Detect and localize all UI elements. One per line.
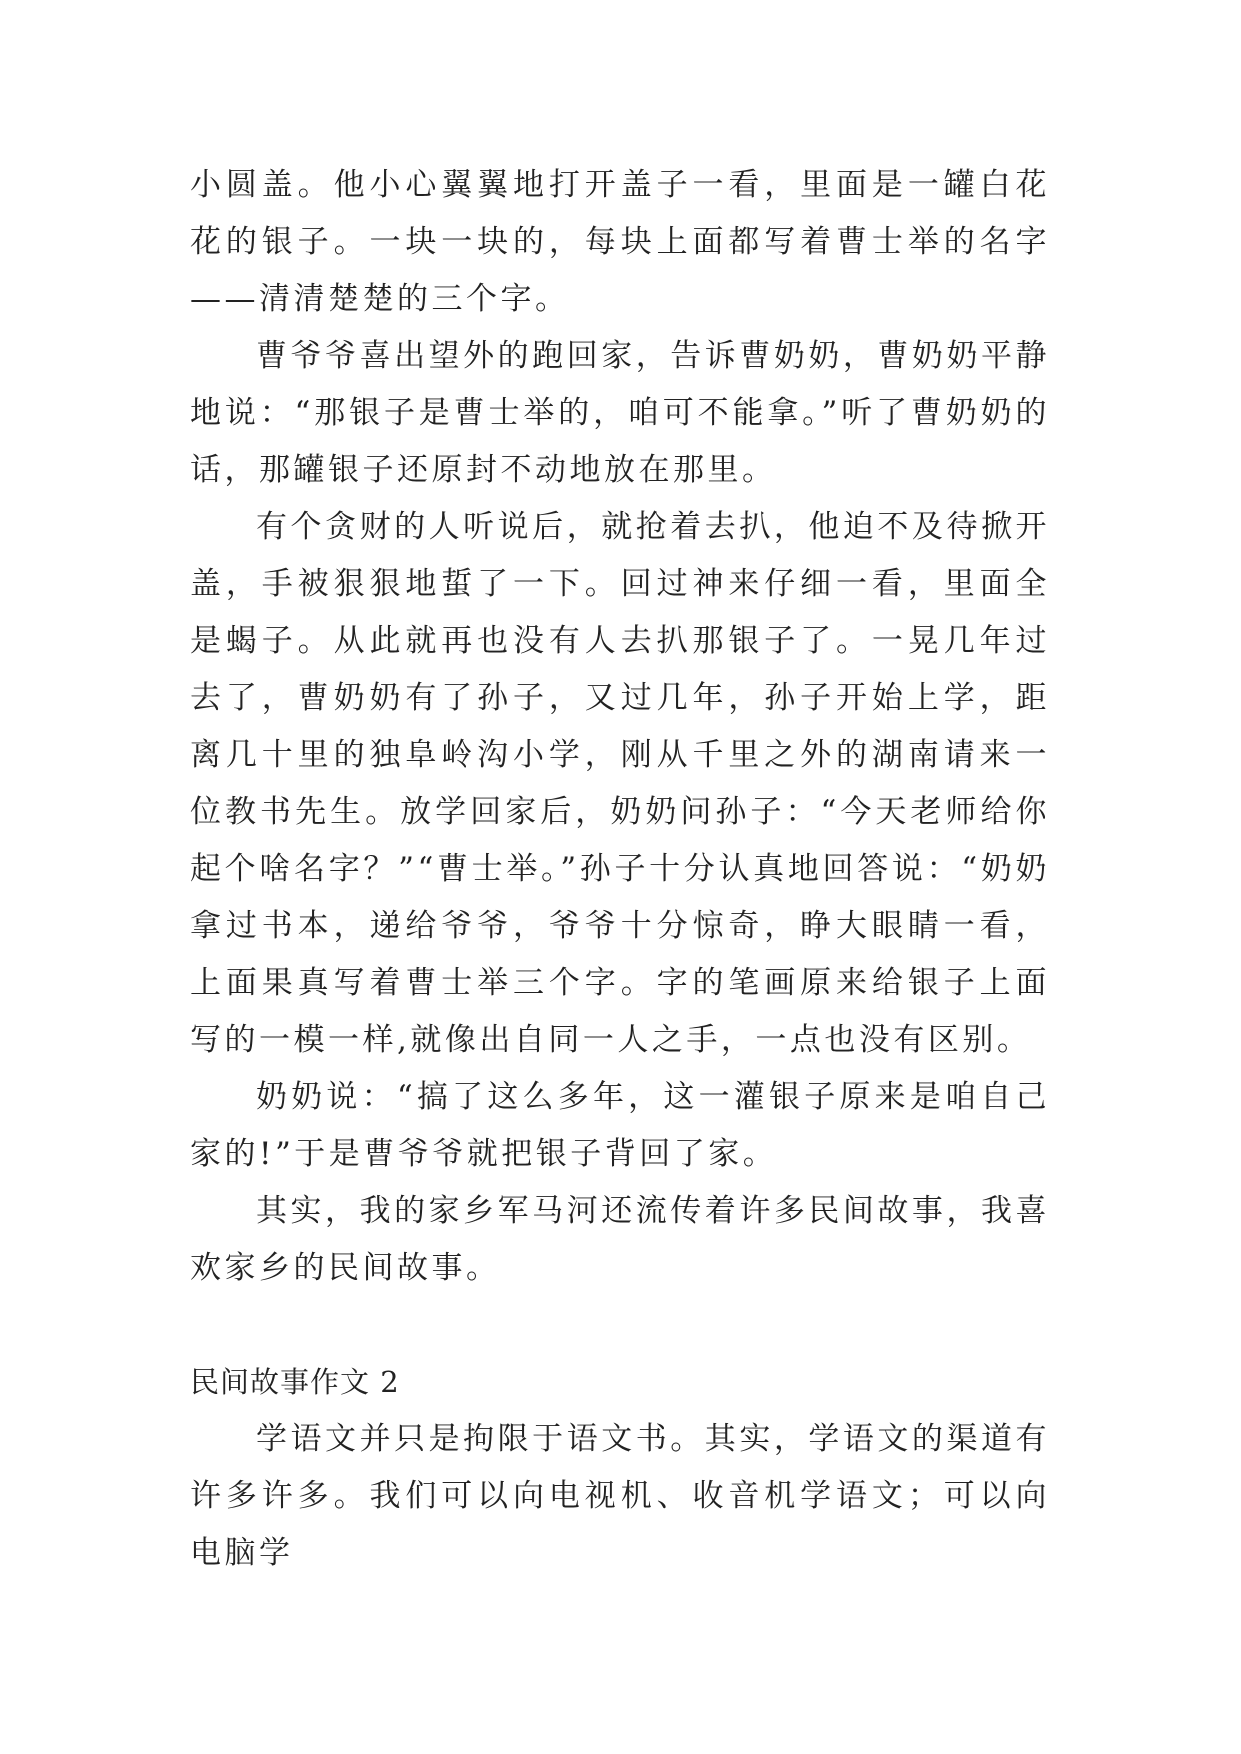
document-body: [190, 157, 1050, 1582]
section-paragraph-1: 学语文并只是拘限于语文书。其实，学语文的渠道有许多许多。我们可以向电视机、收音机学语文；可以向电脑学: [190, 1421, 1050, 1571]
paragraph-3: 有个贪财的人听说后，就抢着去扒，他迫不及待掀开盖，手被狠狠地蜇了一下。回过神来仔细一看，里面全是蝎子。从此就再也没有人去扒那银子了。一晃几年过去了，曹奶奶有了孙子，又过几年，孙子开始上学，距离几十里的独阜岭沟小学，刚从千里之外的湖南请来一位教书先生。放学回家后，奶奶问孙子：“今天老师给你起个啥名字？”“曹士举。”孙子十分认真地回答说：“奶奶拿过书本，递给爷爷，爷爷十分惊奇，睁大眼睛一看，上面果真写着曹士举三个字。字的笔画原来给银子上面写的一模一样,就像出自同一人之手，一点也没有区别。: [190, 509, 1050, 1058]
paragraph-4: 奶奶说：“搞了这么多年，这一灌银子原来是咱自己家的!”于是曹爷爷就把银子背回了家。: [190, 1079, 1050, 1172]
paragraph-1: 小圆盖。他小心翼翼地打开盖子一看，里面是一罐白花花的银子。一块一块的，每块上面都写着曹士举的名字——清清楚楚的三个字。: [190, 167, 1050, 317]
section-title: 民间故事作文 2: [190, 1365, 400, 1399]
paragraph-5: 其实，我的家乡军马河还流传着许多民间故事，我喜欢家乡的民间故事。: [190, 1193, 1050, 1286]
paragraph-2: 曹爷爷喜出望外的跑回家，告诉曹奶奶，曹奶奶平静地说：“那银子是曹士举的，咱可不能拿。”听了曹奶奶的话，那罐银子还原封不动地放在那里。: [190, 338, 1050, 488]
